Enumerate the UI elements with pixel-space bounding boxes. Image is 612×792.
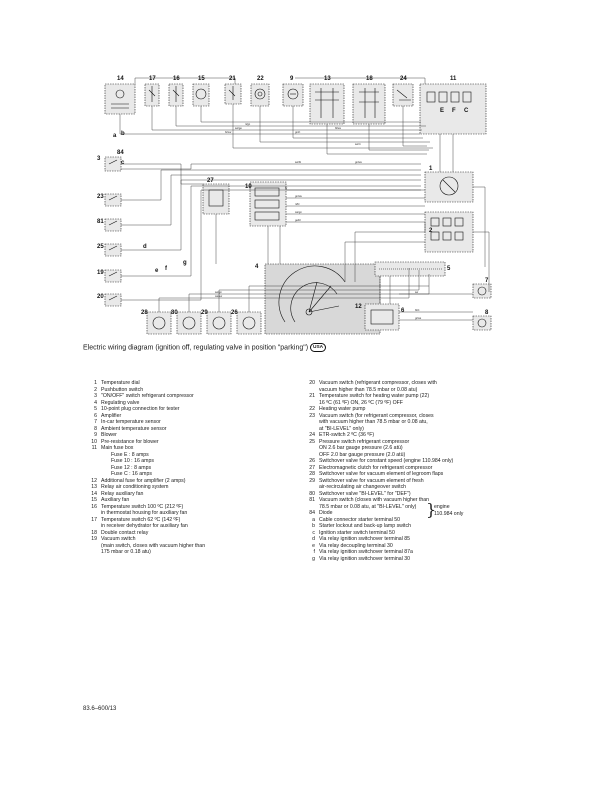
comp-26-box <box>237 312 261 334</box>
legend-item-text: in receiver dehydrator for auxiliary fan <box>101 523 188 529</box>
terminal-letter-label: d <box>143 244 147 250</box>
legend-item-text: (main switch, closes with vacuum higher than <box>101 542 206 549</box>
legend-item-text: Switchover valve "BI-LEVEL" for "DEF") <box>319 490 411 497</box>
legend-item-text: Vacuum switch (refrigerant compressor, closes with <box>319 380 437 386</box>
svg-text:ws/sw: ws/sw <box>215 295 223 298</box>
terminal-letter-label: f <box>165 266 167 272</box>
legend-item-text: Heating water pump <box>319 406 366 412</box>
legend-item-number: 3 <box>94 393 97 399</box>
fuse-label: E <box>440 108 445 114</box>
legend-item-text: in thermostat housing for auxiliary fan <box>101 510 188 516</box>
legend-item-text: Via relay ignition switchover terminal 87a <box>319 549 413 555</box>
legend-item-text: with vacuum higher than 78.5 mbar or 0.08 atu, <box>319 419 428 425</box>
svg-text:sw/bl: sw/bl <box>295 161 301 164</box>
legend-item-text: Temperature switch 100 ºC (212 ºF) <box>101 503 184 510</box>
terminal-letter-label: c <box>121 160 125 166</box>
legend-item-text: Fuse E : 8 amps <box>111 451 149 458</box>
comp-9-box <box>283 84 303 106</box>
legend-item-text: air-recirculating air changeover switch <box>319 484 407 490</box>
component-label: 28 <box>141 310 148 316</box>
legend-item-number: 4 <box>94 399 97 406</box>
legend-item-number: 15 <box>91 497 97 503</box>
legend-item-number: 25 <box>309 438 315 445</box>
legend-item-text: Cable connector starter terminal 50 <box>319 516 401 523</box>
comp-25-box <box>105 244 121 256</box>
comp-7-box <box>473 284 491 298</box>
component-label: 22 <box>257 76 264 82</box>
legend-item-number: 6 <box>94 412 97 419</box>
legend-item-text: Fuse C : 16 amps <box>111 471 152 477</box>
legend-item-number: 13 <box>91 484 97 490</box>
legend-item-number: 22 <box>309 406 315 412</box>
legend-item-number: 81 <box>309 497 315 503</box>
legend-item-text: Vacuum switch (for refrigerant compressor, closes <box>319 412 434 419</box>
comp-27-box <box>203 184 229 214</box>
svg-text:rt/bl: rt/bl <box>295 203 300 206</box>
legend-item-text: 16 ºC (61 ºF) ON, 26 ºC (79 ºF) OFF <box>319 399 403 406</box>
legend-item-text: 78.5 mbar or 0.08 atu, at "BI-LEVEL" only) <box>319 503 417 510</box>
legend-item-text: Electromagnetic clutch for refrigerant compressor <box>319 464 433 471</box>
component-label: 11 <box>450 76 457 82</box>
engine-note-line1: engine <box>434 504 450 510</box>
legend-item-text: Ambient temperature sensor <box>101 425 167 432</box>
component-label: 84 <box>117 150 124 156</box>
legend-item-number: 16 <box>91 503 97 510</box>
legend-item-number: 24 <box>309 432 315 438</box>
component-label: 4 <box>255 264 259 270</box>
terminal-letter-label: g <box>183 260 187 266</box>
component-label: 20 <box>97 294 104 300</box>
svg-text:gr/ws: gr/ws <box>415 317 422 320</box>
legend-item-text: Via relay decoupling terminal 30 <box>319 542 393 549</box>
legend-item-number: 17 <box>91 516 97 523</box>
legend-item-number: 7 <box>94 419 97 425</box>
legend-item-number: 84 <box>309 510 315 516</box>
legend-item-number: 28 <box>309 471 315 477</box>
legend-item-text: Vacuum switch (closes with vacuum higher than <box>319 497 430 503</box>
legend-item-text: ETR-switch 2 ºC (36 ºF) <box>319 432 375 438</box>
legend-item-text: Relay auxiliary fan <box>101 490 144 497</box>
legend-item-number: 14 <box>91 490 97 497</box>
legend-left-column <box>83 380 298 556</box>
legend-item-text: In-car temperature sensor <box>101 419 161 425</box>
svg-text:bl/ws: bl/ws <box>335 127 341 130</box>
legend-item-text: Fuse 10 : 16 amps <box>111 458 154 464</box>
component-label: 6 <box>401 308 405 314</box>
legend-item-number <box>83 549 101 556</box>
component-label: 15 <box>198 76 205 82</box>
legend-item-text: Diode <box>319 510 333 516</box>
legend-item-text: Pressure switch refrigerant compressor <box>319 438 410 445</box>
comp-4-box <box>265 264 380 334</box>
legend-item-number: 80 <box>309 490 315 497</box>
legend-item-text: Regulating valve <box>101 399 140 406</box>
legend-item-number: g <box>312 555 315 562</box>
legend-item-number: 27 <box>309 464 315 471</box>
legend-item-text: Amplifier <box>101 412 122 419</box>
comp-23-box <box>105 194 121 206</box>
fuse-label: C <box>464 108 469 114</box>
comp-6-box <box>365 304 399 330</box>
component-label: 9 <box>290 76 294 82</box>
legend-item <box>301 556 516 563</box>
legend-item-text: Temperature dial <box>101 380 140 386</box>
component-label: 14 <box>117 76 124 82</box>
usa-badge: USA <box>310 343 326 352</box>
svg-text:bl/rt: bl/rt <box>415 309 420 312</box>
legend-item-number: 5 <box>94 406 97 412</box>
legend-item-text: Via relay ignition switchover terminal 30 <box>319 555 411 562</box>
svg-text:ws/gn: ws/gn <box>295 211 302 214</box>
brace-symbol: } <box>426 500 437 519</box>
svg-text:gn/sw: gn/sw <box>295 195 302 198</box>
comp-28-box <box>147 312 171 334</box>
component-label: 25 <box>97 244 104 250</box>
component-label: 26 <box>231 310 238 316</box>
svg-text:gn/rt: gn/rt <box>295 131 301 134</box>
legend-item-text: Temperature switch for heating water pump (22) <box>319 393 430 399</box>
svg-text:sw: sw <box>415 291 419 294</box>
svg-text:sw/ge: sw/ge <box>235 127 242 130</box>
component-label: 80 <box>171 310 178 316</box>
legend-item-text: Temperature switch 62 ºC (142 ºF) <box>101 516 181 523</box>
wiring-diagram-svg <box>95 72 495 340</box>
legend-item-number: 23 <box>309 412 315 419</box>
legend-item-text: Pushbutton switch <box>101 386 144 393</box>
comp-3-box <box>105 157 121 171</box>
svg-text:sw/rt: sw/rt <box>355 143 361 146</box>
legend-item-text: Fuse 12 : 8 amps <box>111 464 152 471</box>
svg-text:ge/bl: ge/bl <box>295 219 301 222</box>
component-label: 17 <box>149 76 156 82</box>
legend-item-number: 2 <box>94 386 97 393</box>
component-label: 23 <box>97 194 104 200</box>
legend-item-number: 1 <box>94 380 97 386</box>
comp-10-box <box>250 182 286 226</box>
legend-item-text: ON 2.6 bar gauge pressure (2.6 atü) <box>319 445 403 451</box>
legend-item-text: Main fuse box <box>101 445 134 451</box>
component-label: 29 <box>201 310 208 316</box>
legend-item-text: Starter lockout and back-up lamp switch <box>319 523 411 529</box>
legend-item-number: 26 <box>309 458 315 464</box>
legend-item-number: b <box>312 523 315 529</box>
legend-item-number: 8 <box>94 425 97 432</box>
legend-item-text: 175 mbar or 0.18 atu) <box>101 549 151 555</box>
svg-text:br/sw: br/sw <box>225 131 232 134</box>
comp-29-box <box>207 312 231 334</box>
component-label: 19 <box>97 270 104 276</box>
component-label: 12 <box>355 304 362 310</box>
legend-item-number: 11 <box>91 445 97 451</box>
legend-item-number: f <box>313 549 315 555</box>
legend-item-number: e <box>312 542 315 549</box>
legend-item-text: "ON/OFF" switch refrigerant compressor <box>101 393 194 399</box>
legend-item-text: at "BI-LEVEL" only) <box>319 425 364 432</box>
legend-item-number: 19 <box>91 536 97 542</box>
page-code: 83.6–600/13 <box>83 706 117 712</box>
legend-item-text: Vacuum switch <box>101 536 136 542</box>
legend-item-number: 20 <box>309 380 315 386</box>
component-label: 10 <box>245 184 252 190</box>
engine-note <box>434 504 463 517</box>
terminal-letter-label: e <box>155 268 159 274</box>
legend-item-number: 21 <box>309 393 315 399</box>
component-label: 13 <box>324 76 331 82</box>
legend-item-text: Pre-resistance for blower <box>101 438 159 445</box>
legend-item-number: 18 <box>91 529 97 536</box>
fuse-label: F <box>452 108 456 114</box>
component-label: 5 <box>447 266 451 272</box>
legend-item-number: 12 <box>91 477 97 484</box>
comp-1-box <box>425 172 473 202</box>
legend-item-number: 10 <box>91 438 97 445</box>
legend-item-text: vacuum higher than 78.5 mbar or 0.08 atu) <box>319 386 418 393</box>
comp-14-box <box>105 84 135 114</box>
legend-item-number: 29 <box>309 477 315 484</box>
terminal-letter-label: b <box>121 131 125 137</box>
svg-text:rt/gn: rt/gn <box>245 123 251 126</box>
legend-item-text: Switchover valve for vacuum element of legroom flaps <box>319 471 444 477</box>
comp-80-box <box>177 312 201 334</box>
terminal-letter-label: a <box>113 133 117 139</box>
wiring-diagram <box>95 72 495 340</box>
component-label: 8 <box>485 310 489 316</box>
caption-text: Electric wiring diagram (ignition off, regulating valve in position "parking") <box>83 344 309 352</box>
legend-item-text: Switchover valve for vacuum element of fresh <box>319 477 424 484</box>
comp-20-box <box>105 294 121 306</box>
engine-note-line2: 110.984 only <box>434 510 464 517</box>
comp-22-box <box>251 84 269 106</box>
svg-text:gn/ws: gn/ws <box>355 161 362 164</box>
component-label: 18 <box>366 76 373 82</box>
diagram-caption <box>83 343 513 352</box>
legend-item-text: Switchover valve for constant speed (engine 110.984 only) <box>319 458 454 464</box>
comp-8-box <box>473 316 491 330</box>
legend-item-text: Double contact relay <box>101 529 149 536</box>
component-label: 1 <box>429 166 433 172</box>
comp-13-box <box>310 84 344 124</box>
legend-item-text: Via relay ignition switchover terminal 85 <box>319 536 411 542</box>
legend-item-text: 10-point plug connection for tester <box>101 406 180 412</box>
component-label: 24 <box>400 76 407 82</box>
component-label: 81 <box>97 219 104 225</box>
legend-item-text: OFF 2.0 bar gauge pressure (2.0 atü) <box>319 451 406 458</box>
legend-item-text: Blower <box>101 432 117 438</box>
comp-81-box <box>105 219 121 231</box>
legend-item-text: Ignition starter switch terminal 50 <box>319 529 395 536</box>
legend-item <box>83 549 298 556</box>
svg-text:sw/gn: sw/gn <box>215 291 222 294</box>
legend-item-number: d <box>312 536 315 542</box>
comp-18-box <box>353 84 385 124</box>
component-label: 3 <box>97 156 101 162</box>
component-label: 21 <box>229 76 236 82</box>
svg-text:br: br <box>285 187 288 190</box>
component-label: 2 <box>429 228 433 234</box>
legend-item-number: c <box>312 529 315 536</box>
legend-item-text: Relay air conditioning system <box>101 484 169 490</box>
comp-19-box <box>105 270 121 282</box>
legend-item-number: 9 <box>94 432 97 438</box>
legend-item-text: Auxiliary fan <box>101 497 130 503</box>
component-label: 7 <box>485 278 489 284</box>
component-label: 16 <box>173 76 180 82</box>
component-label: 27 <box>207 178 214 184</box>
legend-item-number: a <box>312 516 315 523</box>
legend-item-text: Additional fuse for amplifier (2 amps) <box>101 477 186 484</box>
legend-right-column <box>301 380 516 562</box>
comp-15-box <box>193 84 209 106</box>
